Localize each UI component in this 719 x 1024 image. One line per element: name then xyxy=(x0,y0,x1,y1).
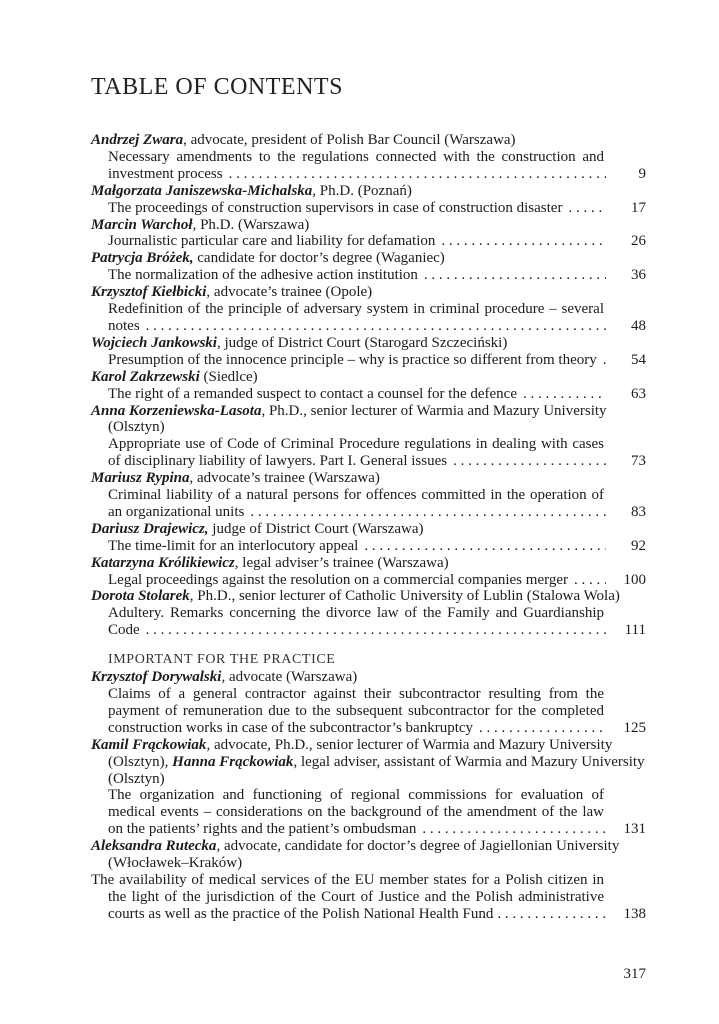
article-line[interactable] xyxy=(91,487,646,521)
author-affiliation: , advocate, Ph.D., senior lecturer of Warmia and Mazury University (Olsztyn), xyxy=(108,736,613,770)
author-line xyxy=(91,284,646,301)
author-line xyxy=(91,335,646,352)
article-line[interactable] xyxy=(91,436,646,470)
toc-entry-list xyxy=(91,132,646,639)
toc-entry xyxy=(91,470,646,521)
author-line xyxy=(91,403,646,437)
article-title: Appropriate use of Code of Criminal Procedure regulations in dealing with cases of disciplinary liability of lawyers. Part I. General issues . . . xyxy=(108,436,606,470)
article-title: Presumption of the innocence principle – why is practice so different from theory . . . xyxy=(108,352,606,369)
author-line xyxy=(91,250,646,267)
toc-entry xyxy=(91,737,646,838)
author-name: Anna Korzeniewska-Lasota xyxy=(91,402,262,419)
article-title: Legal proceedings against the resolution on a commercial companies merger . . . xyxy=(108,572,606,589)
author-name: Patrycja Bróżek, xyxy=(91,250,194,267)
author-line xyxy=(91,669,646,686)
page-number: 100 xyxy=(623,571,646,588)
author-affiliation: , Ph.D. (Poznań) xyxy=(312,182,412,199)
toc-entry xyxy=(91,403,646,471)
author-affiliation: , advocate, candidate for doctor’s degree of Jagiellonian University (Włocławek–Kraków) xyxy=(108,838,620,872)
toc-entry xyxy=(91,284,646,335)
article-title: Criminal liability of a natural persons for offences committed in the operation of an organizational units . . . xyxy=(108,487,606,521)
page-number: 83 xyxy=(631,503,646,520)
author-name: Kamil Frąckowiak xyxy=(91,736,207,753)
article-title: The normalization of the adhesive action institution . . . xyxy=(108,267,606,284)
article-title: Redefinition of the principle of adversary system in criminal procedure – several notes . . . xyxy=(108,301,606,335)
author-affiliation: , legal adviser’s trainee (Warszawa) xyxy=(234,554,449,571)
article-title: The organization and functioning of regional commissions for evaluation of medical events – considerations on the background of the amendment of the law on the patients’ rights and the patient’s ombudsman . . . xyxy=(108,787,606,838)
author-line xyxy=(91,838,646,872)
author-line xyxy=(91,588,646,605)
author-name: Dariusz Drajewicz, xyxy=(91,520,209,537)
author-line xyxy=(91,737,646,788)
article-line[interactable] xyxy=(91,605,646,639)
author-name: Krzysztof Dorywalski xyxy=(91,669,222,686)
toc-entry xyxy=(91,588,646,639)
article-line[interactable] xyxy=(91,301,646,335)
page-title: TABLE OF CONTENTS xyxy=(91,74,343,100)
author-affiliation: , judge of District Court (Starogard Szczeciński) xyxy=(216,334,508,351)
article-line[interactable] xyxy=(91,386,646,403)
article-line[interactable] xyxy=(91,352,646,369)
article-title: The right of a remanded suspect to contact a counsel for the defence . . . xyxy=(108,386,606,403)
author-affiliation: , legal adviser, assistant of Warmia and Mazury University (Olsztyn) xyxy=(108,753,645,787)
author-line xyxy=(91,470,646,487)
author-affiliation: , advocate’s trainee (Warszawa) xyxy=(189,470,380,487)
article-title: The time-limit for an interlocutory appeal . . . xyxy=(108,538,606,555)
author-name: Hanna Frąckowiak xyxy=(172,753,294,770)
author-line xyxy=(91,369,646,386)
author-affiliation: judge of District Court (Warszawa) xyxy=(208,520,424,537)
toc-entry xyxy=(91,335,646,369)
article-line[interactable] xyxy=(91,872,646,923)
article-line[interactable] xyxy=(91,572,646,589)
article-line[interactable] xyxy=(91,787,646,838)
author-line xyxy=(91,217,646,234)
page-number: 138 xyxy=(623,905,646,922)
author-line xyxy=(91,521,646,538)
toc-entry xyxy=(91,838,646,923)
page-number: 17 xyxy=(631,199,646,216)
article-title: Claims of a general contractor against their subcontractor resulting from the payment of remuneration due to the subsequent subcontractor for the completed construction works in case of the subcontractor’s bankruptcy . . . xyxy=(108,686,606,737)
author-line xyxy=(91,183,646,200)
article-line[interactable] xyxy=(91,267,646,284)
author-line xyxy=(91,555,646,572)
page-number: 73 xyxy=(631,453,646,470)
page-number: 48 xyxy=(631,317,646,334)
author-name: Krzysztof Kiełbicki xyxy=(91,284,207,301)
page-folio: 317 xyxy=(623,966,646,982)
toc-entry xyxy=(91,250,646,284)
page-number: 63 xyxy=(631,385,646,402)
article-line[interactable] xyxy=(91,149,646,183)
article-title: Adultery. Remarks concerning the divorce law of the Family and Guardianship Code . . . xyxy=(108,605,606,639)
author-affiliation: (Siedlce) xyxy=(199,368,258,385)
page-number: 54 xyxy=(631,351,646,368)
author-name: Mariusz Rypina xyxy=(91,470,190,487)
author-name: Andrzej Zwara xyxy=(91,132,184,148)
toc-entry xyxy=(91,183,646,217)
page-number: 36 xyxy=(631,267,646,284)
page-number: 111 xyxy=(624,622,646,639)
section-heading: IMPORTANT FOR THE PRACTICE xyxy=(108,652,336,668)
author-name: Katarzyna Królikiewicz xyxy=(91,554,235,571)
author-affiliation: , advocate, president of Polish Bar Council (Warszawa) xyxy=(183,132,516,148)
page-number: 125 xyxy=(623,719,646,736)
author-name: Wojciech Jankowski xyxy=(91,334,217,351)
article-title: Necessary amendments to the regulations connected with the construction and investment process . . . xyxy=(108,149,606,183)
article-line[interactable] xyxy=(91,200,646,217)
toc-entry xyxy=(91,369,646,403)
page-number: 92 xyxy=(631,537,646,554)
article-title: The availability of medical services of the EU member states for a Polish citizen in the light of the jurisdiction of the Court of Justice and the Polish administrative courts as well as the practice of the Polish National Health Fund . . . xyxy=(91,872,606,923)
page-number: 131 xyxy=(623,821,646,838)
toc-entry xyxy=(91,521,646,555)
page-number: 9 xyxy=(638,165,646,182)
toc-entry xyxy=(91,555,646,589)
toc-entry xyxy=(91,669,646,737)
document-page xyxy=(91,0,646,1024)
article-line[interactable] xyxy=(91,233,646,250)
author-name: Karol Zakrzewski xyxy=(91,368,200,385)
article-line[interactable] xyxy=(91,686,646,737)
toc-entry xyxy=(91,132,646,183)
table-of-contents xyxy=(91,132,646,923)
author-affiliation: , Ph.D. (Warszawa) xyxy=(192,216,310,233)
author-affiliation: , advocate’s trainee (Opole) xyxy=(206,284,373,301)
author-name: Małgorzata Janiszewska-Michalska xyxy=(91,182,313,199)
article-title: Journalistic particular care and liability for defamation . . . xyxy=(108,233,606,250)
article-line[interactable] xyxy=(91,538,646,555)
page-number: 26 xyxy=(631,233,646,250)
author-name: Aleksandra Rutecka xyxy=(91,838,217,855)
author-affiliation: , Ph.D., senior lecturer of Warmia and Mazury University (Olsztyn) xyxy=(108,402,607,436)
author-affiliation: , Ph.D., senior lecturer of Catholic University of Lublin (Stalowa Wola) xyxy=(189,588,620,605)
author-name: Marcin Warchoł xyxy=(91,216,193,233)
article-title: The proceedings of construction supervisors in case of construction disaster . . . xyxy=(108,200,606,217)
author-affiliation: , advocate (Warszawa) xyxy=(221,669,358,686)
author-affiliation: candidate for doctor’s degree (Waganiec) xyxy=(193,250,445,267)
author-name: Dorota Stolarek xyxy=(91,588,190,605)
author-line xyxy=(91,132,646,149)
toc-entry xyxy=(91,217,646,251)
